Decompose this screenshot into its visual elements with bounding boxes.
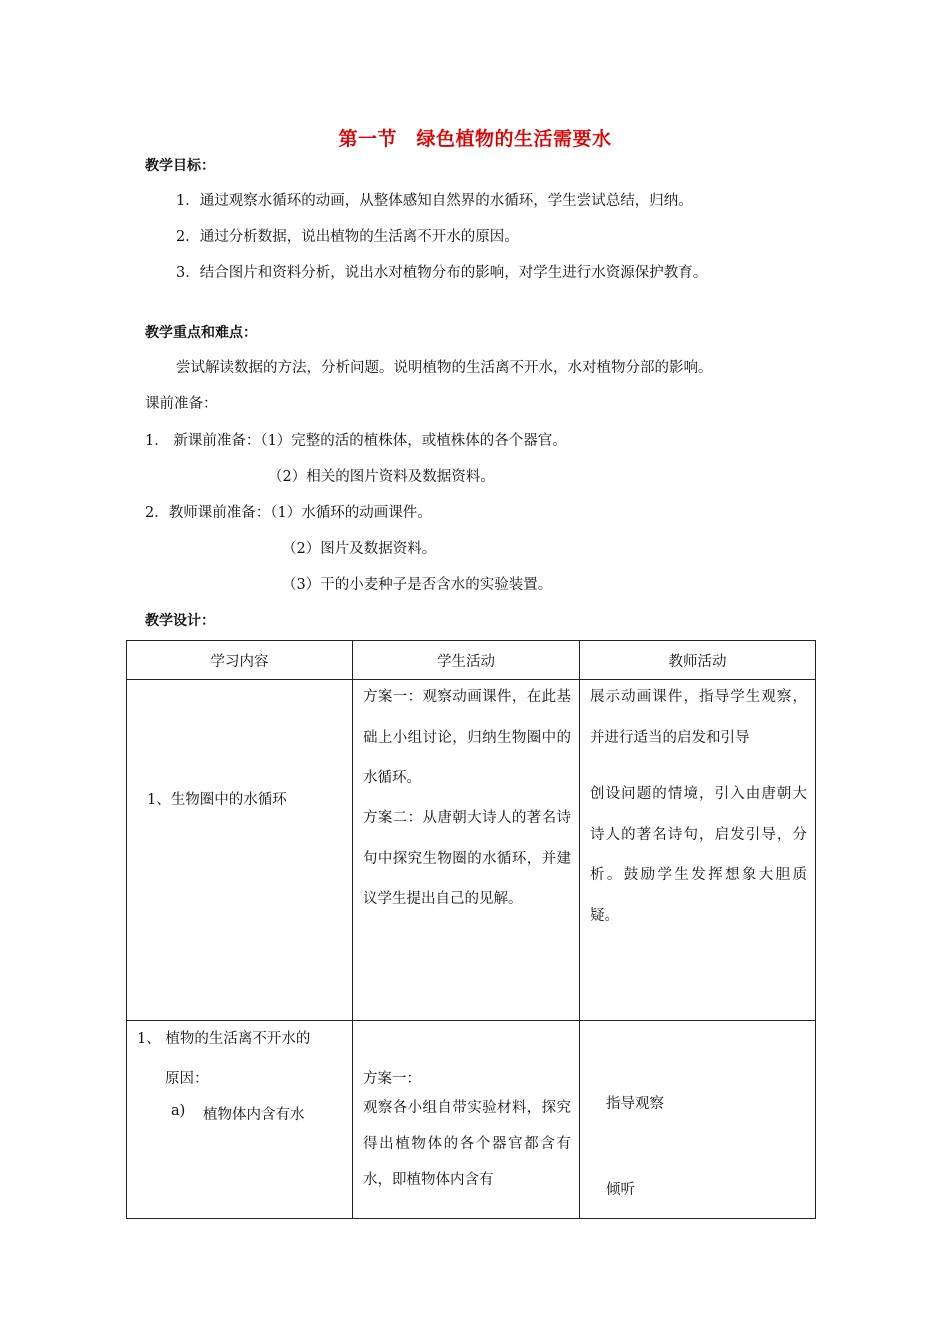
row2-teacher-line-1: 指导观察: [606, 1096, 664, 1112]
table-header-row: [127, 641, 816, 680]
design-heading: 教学设计：: [145, 613, 215, 629]
row2-teacher-line-2: 倾听: [606, 1182, 635, 1198]
objective-item-3: 3．结合图片和资料分析，说出水对植物分布的影响，对学生进行水资源保护教育。: [176, 265, 708, 281]
objectives-heading: 教学目标：: [145, 158, 215, 174]
teacher-prep-line-2: （2）图片及数据资料。: [282, 541, 437, 557]
column-header-student: 学生活动: [353, 641, 580, 680]
column-header-content: 学习内容: [127, 641, 353, 680]
row2-content-line-2: 原因：: [165, 1071, 209, 1087]
teacher-prep-line-1: 2．教师课前准备：（1）水循环的动画课件。: [145, 505, 432, 521]
objective-item-1: 1．通过观察水循环的动画，从整体感知自然界的水循环，学生尝试总结，归纳。: [176, 193, 693, 209]
row2-student-heading: 方案一：: [363, 1071, 421, 1087]
table-cell-content: [127, 1021, 353, 1219]
row2-content-sub-marker: a): [171, 1103, 186, 1119]
column-header-teacher: 教师活动: [580, 641, 816, 680]
row2-student-text: 观察各小组自带实验材料，探究得出植物体的各个器官都含有水，即植物体内含有: [363, 1100, 571, 1188]
teacher-prep-line-3: （3）干的小麦种子是否含水的实验装置。: [282, 577, 553, 593]
table-row: [127, 1021, 816, 1219]
teaching-design-table: [126, 640, 816, 1219]
preparation-heading: 课前准备：: [145, 396, 218, 412]
row2-content-line-1: 1、 植物的生活离不开水的: [137, 1031, 311, 1047]
student-prep-line-1: 1． 新课前准备：（1）完整的活的植株体，或植株体的各个器官。: [145, 433, 567, 449]
row1-student-plan-2: 方案二：从唐朝大诗人的著名诗句中探究生物圈的水循环，并建议学生提出自己的见解。: [363, 810, 571, 907]
key-points-heading: 教学重点和难点：: [145, 325, 257, 341]
table-cell-student: [353, 680, 580, 1021]
objective-item-2: 2．通过分析数据，说出植物的生活离不开水的原因。: [176, 229, 519, 245]
row1-teacher-text-1: 展示动画课件，指导学生观察，并进行适当的启发和引导: [590, 689, 807, 746]
table-cell-teacher: [580, 1021, 816, 1219]
row2-content-sub: 植物体内含有水: [203, 1107, 305, 1123]
table-cell-content: [127, 680, 353, 1021]
row1-student-plan-1: 方案一：观察动画课件，在此基础上小组讨论，归纳生物圈中的水循环。: [363, 689, 571, 786]
row1-content-text: 1、生物圈中的水循环: [147, 792, 287, 808]
table-cell-teacher: [580, 680, 816, 1021]
table-row: [127, 680, 816, 1021]
page-title: 第一节 绿色植物的生活需要水: [338, 128, 612, 150]
key-points-text: 尝试解读数据的方法，分析问题。说明植物的生活离不开水，水对植物分部的影响。: [176, 360, 713, 376]
row1-teacher-text-2: 创设问题的情境，引入由唐朝大诗人的著名诗句，启发引导，分析。鼓励学生发挥想象大胆质疑。: [590, 786, 807, 924]
table-cell-student: [353, 1021, 580, 1219]
student-prep-line-2: （2）相关的图片资料及数据资料。: [268, 469, 495, 485]
